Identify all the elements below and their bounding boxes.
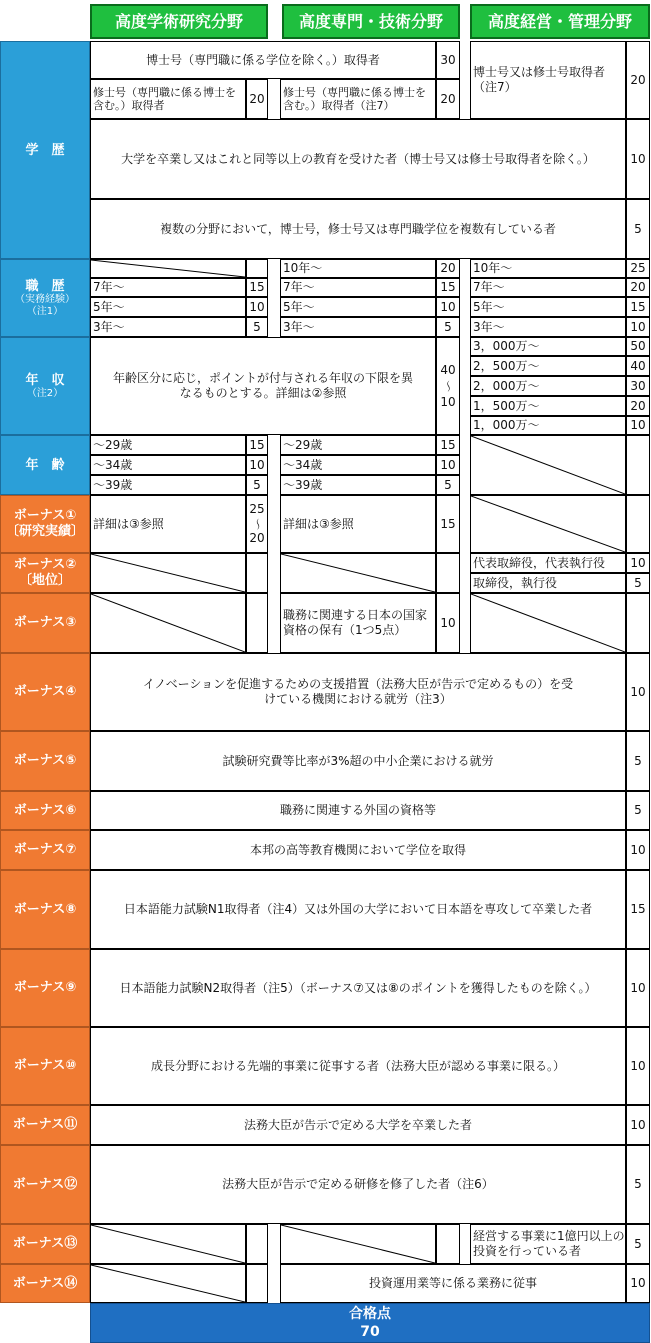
bonus13-text: 経営する事業に1億円以上の投資を行っている者 xyxy=(470,1224,626,1264)
career-academic-row-3: 3年～ xyxy=(90,317,246,337)
bonus7-text: 本邦の高等教育機関において学位を取得 xyxy=(90,830,626,870)
bonus2-academic-blank-pts xyxy=(246,553,268,593)
bonus2-row-2-pts: 5 xyxy=(626,573,650,593)
income-range xyxy=(436,337,460,435)
career-management-pts-1: 25 xyxy=(626,259,650,278)
income-management-row-5: 1，000万～ xyxy=(470,416,626,435)
bonus5-pts: 5 xyxy=(626,731,650,791)
category-bonus1 xyxy=(0,495,90,553)
pass-score-value: 70 xyxy=(360,1324,380,1340)
age-academic-row-1: ～29歳 xyxy=(90,435,246,455)
bonus11-pts: 10 xyxy=(626,1105,650,1145)
bonus2-row-1-pts: 10 xyxy=(626,553,650,573)
bonus1-academic-mid: ～ xyxy=(250,518,265,530)
career-management-row-1: 10年～ xyxy=(470,259,626,278)
career-technical-pts-3: 10 xyxy=(436,297,460,317)
bonus2-technical-blank-pts xyxy=(436,553,460,593)
edu-multiple-pts: 5 xyxy=(626,199,650,259)
category-bonus11-label: ボーナス⑪ xyxy=(12,1117,78,1132)
age-technical-row-2: ～34歳 xyxy=(280,455,436,475)
header-technical: 高度専門・技術分野 xyxy=(282,4,460,39)
bonus13-technical-blank-pts xyxy=(436,1224,460,1264)
edu-management-degree: 博士号又は修士号取得者（注7） xyxy=(470,41,626,119)
income-management-row-4: 1，500万～ xyxy=(470,396,626,416)
bonus1-academic-top: 25 xyxy=(249,502,265,516)
bonus3-academic-blank xyxy=(90,593,246,653)
bonus1-academic-bottom: 20 xyxy=(249,531,265,545)
category-bonus12 xyxy=(0,1145,90,1224)
bonus13-academic-blank-pts xyxy=(246,1224,268,1264)
income-range-bottom: 10 xyxy=(440,395,456,409)
category-bonus8 xyxy=(0,870,90,949)
career-management-pts-3: 15 xyxy=(626,297,650,317)
edu-doctor: 博士号（専門職に係る学位を除く。）取得者 xyxy=(90,41,436,79)
bonus12-pts: 5 xyxy=(626,1145,650,1224)
career-technical-row-3: 5年～ xyxy=(280,297,436,317)
income-management-row-3: 2，000万～ xyxy=(470,376,626,396)
career-technical-pts-1: 20 xyxy=(436,259,460,278)
category-bonus1-label: ボーナス① xyxy=(13,508,77,523)
category-bonus6 xyxy=(0,791,90,830)
bonus13-pts: 5 xyxy=(626,1224,650,1264)
category-bonus10-label: ボーナス⑩ xyxy=(13,1058,77,1073)
category-bonus3-label: ボーナス③ xyxy=(13,615,77,630)
age-academic-row-2: ～34歳 xyxy=(90,455,246,475)
bonus3-technical-pts: 10 xyxy=(436,593,460,653)
income-text: 年齢区分に応じ，ポイントが付与される年収の下限を異なるものとする。詳細は②参照 xyxy=(90,337,436,435)
age-academic-row-3: ～39歳 xyxy=(90,475,246,495)
income-management-row-2: 2，500万～ xyxy=(470,356,626,376)
age-academic-pts-3: 5 xyxy=(246,475,268,495)
category-age-label: 年 齢 xyxy=(25,457,65,473)
category-bonus14-label: ボーナス⑭ xyxy=(12,1275,78,1291)
income-management-pts-1: 50 xyxy=(626,337,650,356)
bonus1-technical-pts: 15 xyxy=(436,495,460,553)
age-academic-pts-2: 10 xyxy=(246,455,268,475)
category-career-note: （注1） xyxy=(26,305,64,317)
category-bonus13-label: ボーナス⑬ xyxy=(12,1236,78,1251)
category-income-label: 年 収 xyxy=(25,372,65,388)
bonus3-technical-text: 職務に関連する日本の国家資格の保有（1つ5点） xyxy=(280,593,436,653)
category-bonus2-label: ボーナス② xyxy=(13,557,77,572)
edu-master-technical-pts: 20 xyxy=(436,79,460,119)
edu-master-technical: 修士号（専門職に係る博士を含む。）取得者（注7） xyxy=(280,79,436,119)
category-bonus12-label: ボーナス⑫ xyxy=(12,1176,78,1192)
career-management-row-3: 5年～ xyxy=(470,297,626,317)
career-management-pts-4: 10 xyxy=(626,317,650,337)
edu-master-academic-pts: 20 xyxy=(246,79,268,119)
career-academic-blank xyxy=(90,259,246,278)
category-bonus14 xyxy=(0,1264,90,1303)
category-education xyxy=(0,41,90,259)
category-bonus3 xyxy=(0,593,90,653)
category-bonus4-label: ボーナス④ xyxy=(13,684,77,699)
category-career-sub: （実務経験） xyxy=(15,293,75,305)
category-bonus10 xyxy=(0,1027,90,1105)
career-technical-row-1: 10年～ xyxy=(280,259,436,278)
category-bonus2 xyxy=(0,553,90,593)
bonus14-pts: 10 xyxy=(626,1264,650,1303)
career-academic-pts-2: 10 xyxy=(246,297,268,317)
category-bonus9 xyxy=(0,949,90,1027)
category-bonus7 xyxy=(0,830,90,870)
career-academic-pts-3: 5 xyxy=(246,317,268,337)
bonus8-text: 日本語能力試験N1取得者（注4）又は外国の大学において日本語を専攻して卒業した者 xyxy=(90,870,626,949)
category-education-label: 学 歴 xyxy=(25,142,65,158)
career-technical-pts-4: 5 xyxy=(436,317,460,337)
bonus6-pts: 5 xyxy=(626,791,650,830)
income-management-pts-5: 10 xyxy=(626,416,650,435)
bonus1-academic-range xyxy=(246,495,268,553)
category-bonus1-sub: 〔研究実績〕 xyxy=(5,524,84,539)
category-bonus13 xyxy=(0,1224,90,1264)
bonus11-text: 法務大臣が告示で定める大学を卒業した者 xyxy=(90,1105,626,1145)
bonus3-management-blank xyxy=(470,593,626,653)
edu-management-degree-pts: 20 xyxy=(626,41,650,119)
bonus6-text: 職務に関連する外国の資格等 xyxy=(90,791,626,830)
category-career xyxy=(0,259,90,337)
age-technical-pts-2: 10 xyxy=(436,455,460,475)
header-academic: 高度学術研究分野 xyxy=(90,4,268,39)
bonus13-academic-blank xyxy=(90,1224,246,1264)
category-income-note: （注2） xyxy=(26,387,64,399)
bonus12-text: 法務大臣が告示で定める研修を修了した者（注6） xyxy=(90,1145,626,1224)
bonus10-text: 成長分野における先端的事業に従事する者（法務大臣が認める事業に限る。） xyxy=(90,1027,626,1105)
edu-multiple: 複数の分野において，博士号，修士号又は専門職学位を複数有している者 xyxy=(90,199,626,259)
age-academic-pts-1: 15 xyxy=(246,435,268,455)
bonus1-management-blank xyxy=(470,495,626,553)
bonus3-management-blank-pts xyxy=(626,593,650,653)
category-bonus5 xyxy=(0,731,90,791)
income-management-pts-4: 20 xyxy=(626,396,650,416)
bonus2-academic-blank xyxy=(90,553,246,593)
bonus13-technical-blank xyxy=(280,1224,436,1264)
bonus4-pts: 10 xyxy=(626,653,650,731)
bonus4-text: イノベーションを促進するための支援措置（法務大臣が告示で定めるもの）を受けている機関における就労（注3） xyxy=(90,653,626,731)
bonus5-text: 試験研究費等比率が3%超の中小企業における就労 xyxy=(90,731,626,791)
bonus9-text: 日本語能力試験N2取得者（注5）（ボーナス⑦又は⑧のポイントを獲得したものを除く。） xyxy=(90,949,626,1027)
bonus9-pts: 10 xyxy=(626,949,650,1027)
bonus7-pts: 10 xyxy=(626,830,650,870)
bonus2-technical-blank xyxy=(280,553,436,593)
category-bonus11 xyxy=(0,1105,90,1145)
category-career-label: 職 歴 xyxy=(25,278,65,294)
bonus14-academic-blank-pts xyxy=(246,1264,268,1303)
income-management-pts-3: 30 xyxy=(626,376,650,396)
age-technical-row-1: ～29歳 xyxy=(280,435,436,455)
category-income xyxy=(0,337,90,435)
career-management-row-4: 3年～ xyxy=(470,317,626,337)
age-technical-pts-3: 5 xyxy=(436,475,460,495)
bonus10-pts: 10 xyxy=(626,1027,650,1105)
category-bonus4 xyxy=(0,653,90,731)
career-academic-row-2: 5年～ xyxy=(90,297,246,317)
career-management-pts-2: 20 xyxy=(626,278,650,297)
category-age xyxy=(0,435,90,495)
bonus1-technical-text: 詳細は③参照 xyxy=(280,495,436,553)
income-range-top: 40 xyxy=(440,363,456,377)
income-management-row-1: 3，000万～ xyxy=(470,337,626,356)
category-bonus6-label: ボーナス⑥ xyxy=(13,802,77,818)
edu-university-pts: 10 xyxy=(626,119,650,199)
bonus3-academic-blank-pts xyxy=(246,593,268,653)
career-technical-row-2: 7年～ xyxy=(280,278,436,297)
career-academic-row-1: 7年～ xyxy=(90,278,246,297)
bonus8-pts: 15 xyxy=(626,870,650,949)
category-bonus2-sub: 〔地位〕 xyxy=(18,573,71,588)
bonus1-management-blank-pts xyxy=(626,495,650,553)
pass-score xyxy=(90,1303,650,1343)
bonus2-row-2: 取締役，執行役 xyxy=(470,573,626,593)
edu-university: 大学を卒業し又はこれと同等以上の教育を受けた者（博士号又は修士号取得者を除く。） xyxy=(90,119,626,199)
age-technical-row-3: ～39歳 xyxy=(280,475,436,495)
category-bonus9-label: ボーナス⑨ xyxy=(13,980,77,995)
category-bonus7-label: ボーナス⑦ xyxy=(13,842,77,857)
career-academic-pts-1: 15 xyxy=(246,278,268,297)
income-management-pts-2: 40 xyxy=(626,356,650,376)
career-technical-pts-2: 15 xyxy=(436,278,460,297)
category-bonus8-label: ボーナス⑧ xyxy=(13,901,77,917)
age-technical-pts-1: 15 xyxy=(436,435,460,455)
career-management-row-2: 7年～ xyxy=(470,278,626,297)
age-management-blank xyxy=(470,435,626,495)
bonus1-academic-text: 詳細は③参照 xyxy=(90,495,246,553)
edu-doctor-pts: 30 xyxy=(436,41,460,79)
bonus14-text: 投資運用業等に係る業務に従事 xyxy=(280,1264,626,1303)
career-academic-blank-pts xyxy=(246,259,268,278)
edu-master-academic: 修士号（専門職に係る博士を含む。）取得者 xyxy=(90,79,246,119)
pass-score-label: 合格点 xyxy=(349,1306,391,1322)
bonus14-academic-blank xyxy=(90,1264,246,1303)
income-range-mid: ～ xyxy=(441,380,455,392)
category-bonus5-label: ボーナス⑤ xyxy=(13,753,77,768)
bonus2-row-1: 代表取締役，代表執行役 xyxy=(470,553,626,573)
header-management: 高度経営・管理分野 xyxy=(470,4,650,39)
career-technical-row-4: 3年～ xyxy=(280,317,436,337)
age-management-blank-pts xyxy=(626,435,650,495)
